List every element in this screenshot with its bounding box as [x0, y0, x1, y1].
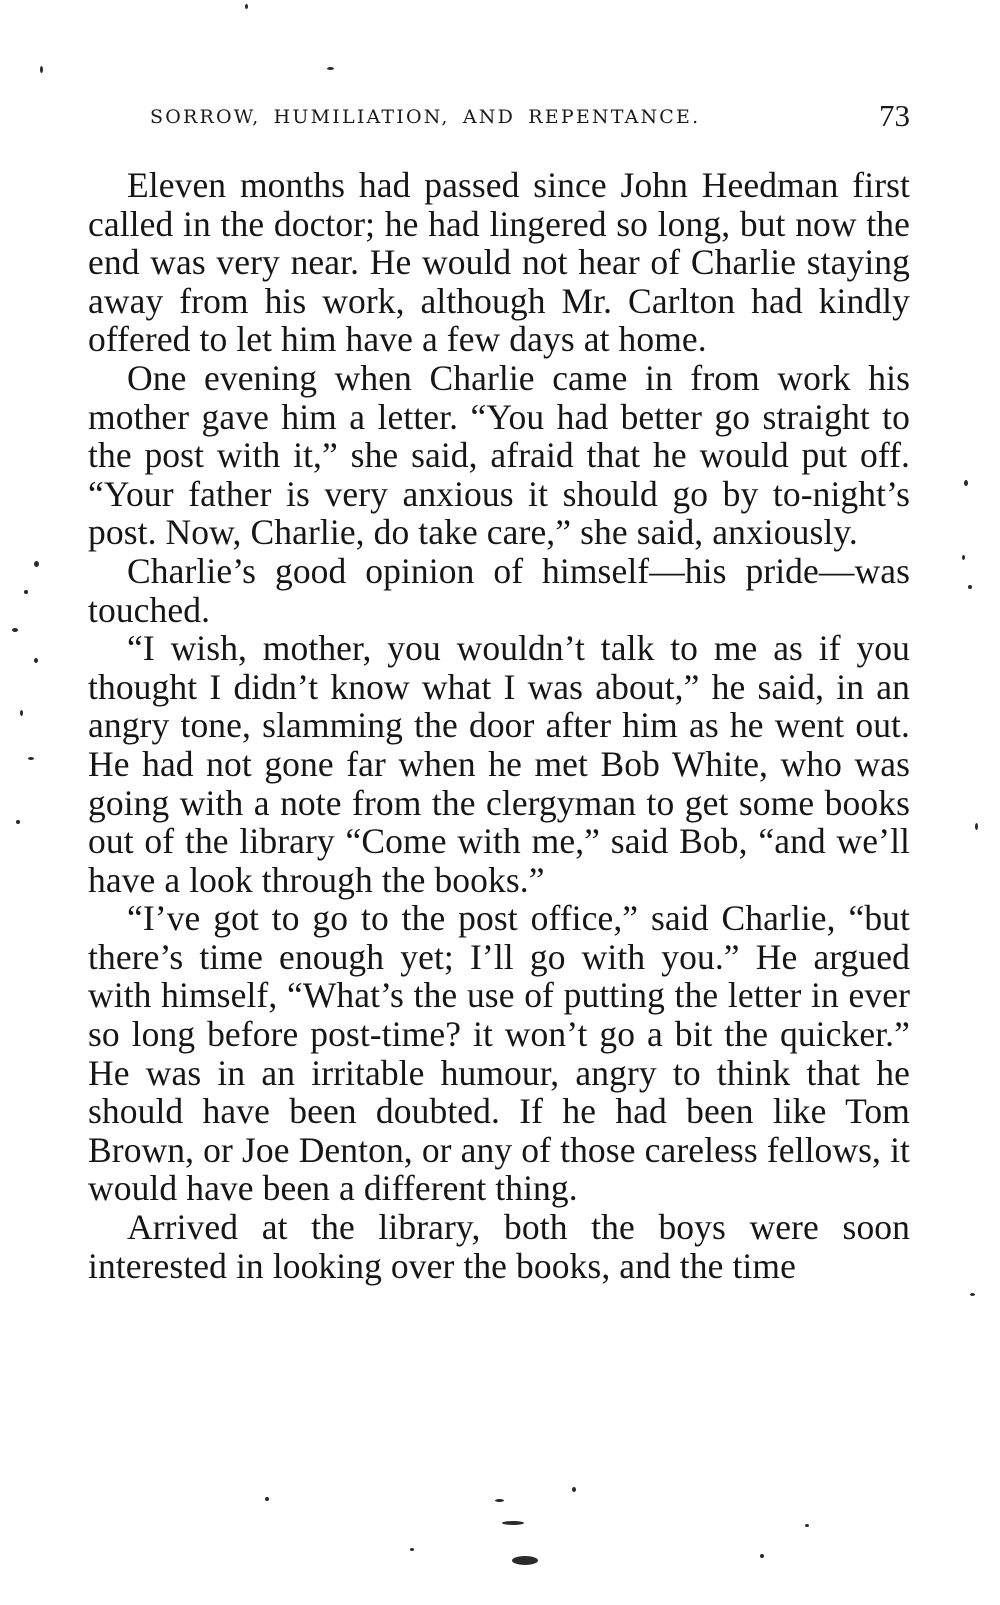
scan-speck: [12, 628, 18, 632]
scan-speck: [975, 823, 978, 830]
scan-speck: [962, 555, 965, 560]
scan-speck: [28, 757, 34, 760]
scan-speck: [572, 1487, 576, 1492]
body-text: [88, 166, 910, 1285]
page-number: 73: [879, 98, 910, 133]
scan-speck: [805, 1524, 809, 1527]
scan-speck: [410, 1548, 414, 1551]
scan-speck: [24, 590, 28, 594]
scan-speck: [16, 820, 20, 824]
paragraph: “I’ve got to go to the post office,” said Charlie, “but there’s time enough yet; I’ll go with you.” He argued with himself, “What’s the use of putting the letter in ever so long before post-time? it won’t go a bit the quicker.” He was in an irritable humour, angry to think that he should have been doubted. If he had been like Tom Brown, or Joe Denton, or any of those careless fellows, it would have been a different thing.: [88, 898, 910, 1209]
paragraph: One evening when Charlie came in from work his mother gave him a letter. “You had better go straight to the post with it,” she said, afraid that he would put off. “Your father is very anxious it should go by to-night’s post. Now, Charlie, do take care,” she said, anxiously.: [88, 357, 910, 553]
paragraph: Charlie’s good opinion of himself—his pride—was touched.: [88, 550, 910, 630]
scan-speck: [970, 1293, 975, 1296]
scan-speck: [968, 585, 972, 589]
running-head: [88, 100, 910, 140]
scan-speck: [34, 658, 38, 663]
scan-speck: [495, 1499, 504, 1502]
paragraph: Arrived at the library, both the boys were soon interested in looking over the books, and the time: [88, 1207, 910, 1286]
scan-speck: [512, 1556, 538, 1565]
scan-speck: [245, 4, 248, 9]
paragraph: “I wish, mother, you wouldn’t talk to me as if you thought I didn’t know what I was about,” he said, in an angry tone, slamming the door after him as he went out. He had not gone far when he met Bob White, who was going with a note from the clergyman to get some books out of the library “Come with me,” said Bob, “and we’ll have a look through the books.”: [88, 628, 910, 900]
scan-speck: [760, 1554, 764, 1558]
scan-speck: [20, 710, 23, 716]
scan-speck: [34, 561, 39, 567]
scan-speck: [502, 1521, 524, 1525]
running-title: SORROW, HUMILIATION, AND REPENTANCE.: [150, 106, 701, 128]
scan-speck: [327, 67, 334, 70]
scan-speck: [265, 1497, 269, 1501]
scan-speck: [40, 66, 43, 73]
scan-speck: [964, 480, 968, 486]
paragraph: Eleven months had passed since John Heedman first called in the doctor; he had lingered so long, but now the end was very near. He would not hear of Charlie staying away from his work, although Mr. Carlton had kindly offered to let him have a few days at home.: [88, 165, 910, 360]
